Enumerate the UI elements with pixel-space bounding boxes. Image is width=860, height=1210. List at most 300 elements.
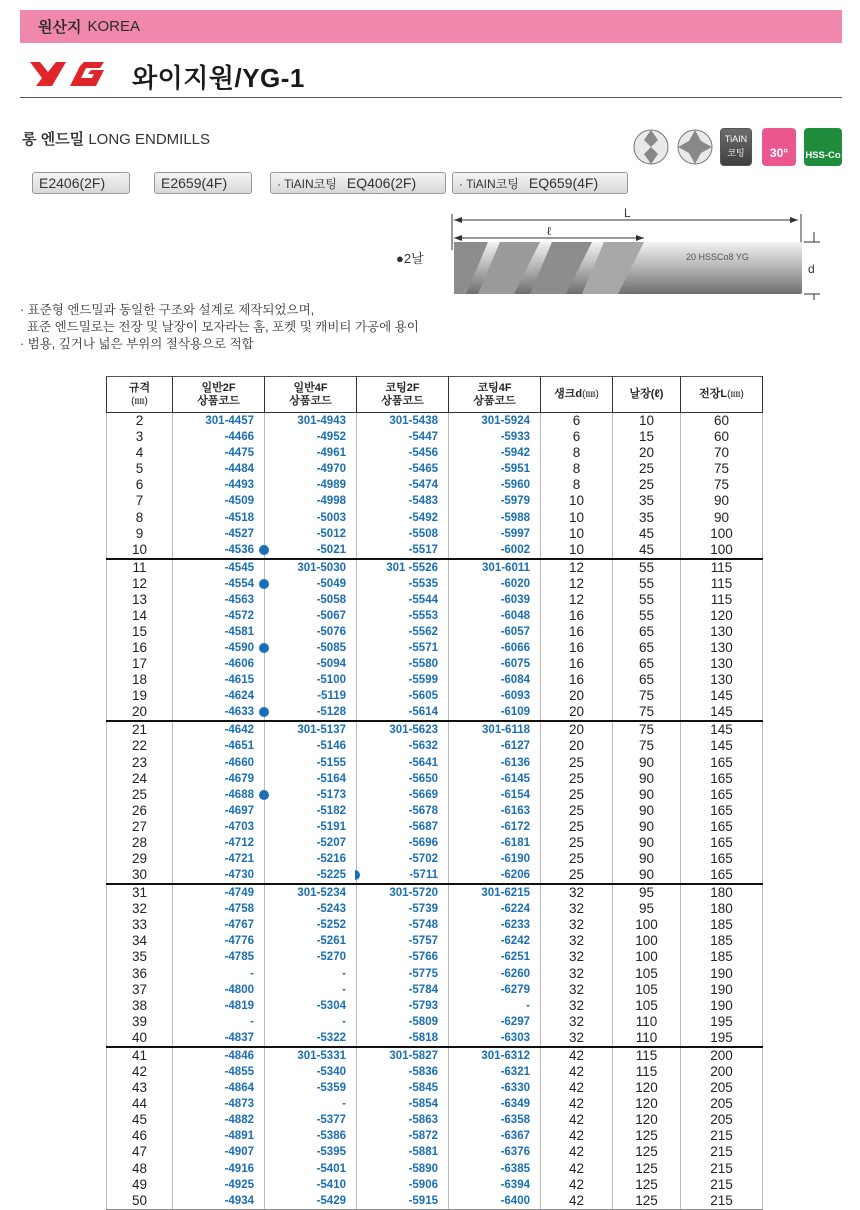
product-title-ko: 롱 엔드밀 (22, 131, 85, 148)
cell-g4f: -5128 (265, 704, 357, 721)
cell-size: 18 (107, 672, 173, 688)
cell-shank: 20 (541, 721, 613, 738)
cell-overall: 165 (681, 835, 763, 851)
cell-g2f: -4581 (173, 624, 265, 640)
cell-g2f: -4730 (173, 867, 265, 884)
cell-g2f: -4688 (173, 787, 265, 803)
cell-c4f: -6358 (449, 1112, 541, 1128)
cell-c2f: -5748 (357, 917, 449, 933)
cell-size: 6 (107, 477, 173, 493)
cell-flute: 65 (613, 672, 681, 688)
cell-overall: 145 (681, 704, 763, 721)
cell-overall: 75 (681, 477, 763, 493)
cell-overall: 190 (681, 966, 763, 982)
tiain-label: TiAIN (724, 134, 748, 144)
table-row (107, 917, 763, 933)
cell-c4f: -6233 (449, 917, 541, 933)
cell-flute: 65 (613, 656, 681, 672)
cell-c2f: -5492 (357, 509, 449, 525)
cell-c2f: 301 -5526 (357, 559, 449, 576)
cell-c2f: -5474 (357, 477, 449, 493)
table-row (107, 559, 763, 576)
cell-c2f: -5845 (357, 1080, 449, 1096)
cell-c2f: -5757 (357, 933, 449, 949)
cell-overall: 205 (681, 1080, 763, 1096)
cell-overall: 165 (681, 771, 763, 787)
cell-c4f: -6242 (449, 933, 541, 949)
cell-c2f: -5809 (357, 1014, 449, 1030)
cell-c2f: 301-5720 (357, 884, 449, 901)
cell-shank: 32 (541, 966, 613, 982)
cell-flute: 95 (613, 901, 681, 917)
cell-flute: 65 (613, 640, 681, 656)
cell-g2f: -4606 (173, 656, 265, 672)
cell-g2f: -4466 (173, 429, 265, 445)
cell-size: 2 (107, 413, 173, 430)
cell-overall: 90 (681, 493, 763, 509)
cell-flute: 90 (613, 851, 681, 867)
cell-g2f: -4518 (173, 509, 265, 525)
cell-c2f: -5669 (357, 787, 449, 803)
cell-overall: 215 (681, 1144, 763, 1160)
cell-g2f: 301-4457 (173, 413, 265, 430)
cell-g4f: -5270 (265, 949, 357, 965)
cell-flute: 115 (613, 1064, 681, 1080)
table-row (107, 738, 763, 754)
cell-size: 12 (107, 576, 173, 592)
cell-overall: 120 (681, 608, 763, 624)
table-row (107, 1144, 763, 1160)
cell-size: 44 (107, 1096, 173, 1112)
cell-g4f: -4961 (265, 445, 357, 461)
cell-g2f: -4475 (173, 445, 265, 461)
cell-overall: 215 (681, 1160, 763, 1176)
cell-shank: 42 (541, 1128, 613, 1144)
cell-c2f: -5793 (357, 998, 449, 1014)
cell-shank: 32 (541, 1014, 613, 1030)
cell-overall: 165 (681, 819, 763, 835)
cell-g4f: -5429 (265, 1193, 357, 1210)
cell-shank: 42 (541, 1080, 613, 1096)
cell-g2f: -4615 (173, 672, 265, 688)
cell-shank: 32 (541, 884, 613, 901)
cell-g2f: -4749 (173, 884, 265, 901)
cell-c2f: -5465 (357, 461, 449, 477)
cell-c2f: -5687 (357, 819, 449, 835)
cell-overall: 200 (681, 1047, 763, 1064)
cell-flute: 125 (613, 1160, 681, 1176)
cell-c2f: -5599 (357, 672, 449, 688)
cell-g2f: -4651 (173, 738, 265, 754)
cell-g2f: -4758 (173, 901, 265, 917)
cell-g4f: -5049 (265, 576, 357, 592)
cell-shank: 20 (541, 738, 613, 754)
cell-c4f: -6136 (449, 755, 541, 771)
cell-flute: 55 (613, 559, 681, 576)
cell-shank: 10 (541, 509, 613, 525)
cell-g2f: -4767 (173, 917, 265, 933)
cell-overall: 115 (681, 576, 763, 592)
table-row (107, 477, 763, 493)
cell-flute: 25 (613, 461, 681, 477)
cell-c4f: -6376 (449, 1144, 541, 1160)
cell-shank: 10 (541, 493, 613, 509)
cell-shank: 16 (541, 624, 613, 640)
cell-shank: 16 (541, 608, 613, 624)
cell-overall: 215 (681, 1177, 763, 1193)
cell-overall: 165 (681, 851, 763, 867)
cell-c2f: -5614 (357, 704, 449, 721)
cell-size: 47 (107, 1144, 173, 1160)
cell-shank: 32 (541, 949, 613, 965)
cell-c2f: -5508 (357, 526, 449, 542)
cell-c2f: -5447 (357, 429, 449, 445)
cell-c4f: 301-6011 (449, 559, 541, 576)
cell-shank: 25 (541, 771, 613, 787)
table-row (107, 1080, 763, 1096)
cell-c4f: -6181 (449, 835, 541, 851)
cell-overall: 195 (681, 1014, 763, 1030)
feature-icons (632, 124, 844, 172)
code-tag-prefix: · TiAIN코팅 (277, 176, 337, 191)
spec-table (106, 376, 763, 1210)
cell-c2f: -5872 (357, 1128, 449, 1144)
2-flute-icon (632, 126, 670, 168)
table-row (107, 413, 763, 430)
table-row (107, 576, 763, 592)
cell-size: 11 (107, 559, 173, 576)
cell-g2f: -4660 (173, 755, 265, 771)
cell-shank: 25 (541, 835, 613, 851)
code-tag-code: EQ659(4F) (528, 175, 599, 191)
cell-shank: 42 (541, 1144, 613, 1160)
cell-size: 34 (107, 933, 173, 949)
cell-size: 3 (107, 429, 173, 445)
cell-shank: 42 (541, 1112, 613, 1128)
table-row (107, 803, 763, 819)
cell-g2f: -4819 (173, 998, 265, 1014)
cell-overall: 190 (681, 982, 763, 998)
cell-size: 20 (107, 704, 173, 721)
table-row (107, 526, 763, 542)
cell-overall: 130 (681, 656, 763, 672)
table-row (107, 851, 763, 867)
code-tag-prefix: · TiAIN코팅 (459, 176, 519, 191)
table-row (107, 901, 763, 917)
cell-g4f: -5225 (265, 867, 357, 884)
table-header-row (107, 377, 763, 413)
cell-g2f: -4703 (173, 819, 265, 835)
cell-flute: 25 (613, 477, 681, 493)
cell-g4f: -5182 (265, 803, 357, 819)
cell-c4f: -6048 (449, 608, 541, 624)
cell-c2f: 301-5438 (357, 413, 449, 430)
table-row (107, 721, 763, 738)
header-general-4f: 일반4F 상품코드 (265, 377, 357, 413)
cell-g4f: -5261 (265, 933, 357, 949)
endmill-diagram (396, 208, 836, 308)
cell-flute: 115 (613, 1047, 681, 1064)
cell-shank: 32 (541, 933, 613, 949)
cell-c4f: -5933 (449, 429, 541, 445)
cell-g2f: -4891 (173, 1128, 265, 1144)
cell-g2f: - (173, 966, 265, 982)
cell-size: 38 (107, 998, 173, 1014)
cell-flute: 100 (613, 917, 681, 933)
table-row (107, 1014, 763, 1030)
cell-size: 30 (107, 867, 173, 884)
table-row (107, 672, 763, 688)
cell-c4f: -6330 (449, 1080, 541, 1096)
cell-g2f: -4679 (173, 771, 265, 787)
cell-shank: 6 (541, 429, 613, 445)
cell-c4f: -6145 (449, 771, 541, 787)
dim-l-label: ℓ (546, 224, 552, 238)
cell-overall: 130 (681, 672, 763, 688)
cell-shank: 12 (541, 576, 613, 592)
cell-c4f: -6279 (449, 982, 541, 998)
cell-size: 42 (107, 1064, 173, 1080)
cell-g4f: -5155 (265, 755, 357, 771)
cell-overall: 165 (681, 867, 763, 884)
cell-shank: 20 (541, 704, 613, 721)
cell-g4f: -5164 (265, 771, 357, 787)
table-row (107, 640, 763, 656)
cell-size: 48 (107, 1160, 173, 1176)
cell-flute: 75 (613, 688, 681, 704)
cell-overall: 100 (681, 542, 763, 559)
cell-overall: 180 (681, 884, 763, 901)
cell-flute: 120 (613, 1096, 681, 1112)
cell-g4f: -5207 (265, 835, 357, 851)
cell-flute: 55 (613, 608, 681, 624)
cell-g4f: - (265, 1096, 357, 1112)
cell-g2f: -4493 (173, 477, 265, 493)
cell-g2f: -4800 (173, 982, 265, 998)
cell-flute: 90 (613, 835, 681, 851)
cell-g2f: -4545 (173, 559, 265, 576)
cell-c2f: -5650 (357, 771, 449, 787)
table-row (107, 819, 763, 835)
cell-flute: 100 (613, 949, 681, 965)
cell-g4f: -5377 (265, 1112, 357, 1128)
cell-shank: 12 (541, 592, 613, 608)
cell-g4f: -5243 (265, 901, 357, 917)
cell-flute: 110 (613, 1014, 681, 1030)
cell-overall: 190 (681, 998, 763, 1014)
cell-g4f: 301-5030 (265, 559, 357, 576)
cell-c4f: -6303 (449, 1030, 541, 1047)
origin-bar (20, 10, 842, 43)
cell-size: 19 (107, 688, 173, 704)
cell-size: 4 (107, 445, 173, 461)
cell-overall: 215 (681, 1193, 763, 1210)
cell-c4f: -6075 (449, 656, 541, 672)
cell-overall: 145 (681, 738, 763, 754)
flute-count-label: ●2날 (396, 251, 424, 266)
cell-c4f: -6066 (449, 640, 541, 656)
table-row (107, 867, 763, 884)
table-row (107, 592, 763, 608)
cell-shank: 32 (541, 917, 613, 933)
cell-g4f: -5146 (265, 738, 357, 754)
cell-g4f: -5094 (265, 656, 357, 672)
cell-g2f: -4776 (173, 933, 265, 949)
code-tag-eq659 (452, 172, 628, 194)
cell-shank: 25 (541, 803, 613, 819)
cell-g2f: -4846 (173, 1047, 265, 1064)
table-row (107, 787, 763, 803)
cell-overall: 145 (681, 721, 763, 738)
cell-size: 35 (107, 949, 173, 965)
cell-overall: 75 (681, 461, 763, 477)
cell-g2f: -4572 (173, 608, 265, 624)
helix-angle-label: 30° (769, 146, 789, 160)
cell-g4f: -5100 (265, 672, 357, 688)
cell-overall: 145 (681, 688, 763, 704)
cell-flute: 95 (613, 884, 681, 901)
cell-g4f: -4952 (265, 429, 357, 445)
cell-g2f: -4721 (173, 851, 265, 867)
cell-shank: 16 (541, 640, 613, 656)
cell-overall: 205 (681, 1112, 763, 1128)
hss-co-badge (804, 128, 842, 166)
cell-c2f: -5517 (357, 542, 449, 559)
cell-shank: 8 (541, 461, 613, 477)
cell-c4f: -5997 (449, 526, 541, 542)
cell-flute: 120 (613, 1112, 681, 1128)
cell-size: 26 (107, 803, 173, 819)
cell-g2f: -4837 (173, 1030, 265, 1047)
origin-value: KOREA (87, 18, 140, 35)
cell-c4f: -6084 (449, 672, 541, 688)
cell-g4f: -5119 (265, 688, 357, 704)
cell-flute: 125 (613, 1128, 681, 1144)
cell-flute: 20 (613, 445, 681, 461)
header-flute-length: 날장(ℓ) (613, 377, 681, 413)
cell-c4f: -6385 (449, 1160, 541, 1176)
table-row (107, 1064, 763, 1080)
cell-flute: 75 (613, 738, 681, 754)
description-line: · 범용, 깊거나 넓은 부위의 절삭용으로 적합 (20, 337, 254, 351)
cell-c4f: -6367 (449, 1128, 541, 1144)
cell-flute: 90 (613, 867, 681, 884)
cell-shank: 42 (541, 1064, 613, 1080)
cell-c4f: -6260 (449, 966, 541, 982)
cell-g2f: -4925 (173, 1177, 265, 1193)
table-row (107, 429, 763, 445)
cell-size: 36 (107, 966, 173, 982)
cell-flute: 75 (613, 704, 681, 721)
header-general-2f: 일반2F 상품코드 (173, 377, 265, 413)
header-shank: 생크d(㎜) (541, 377, 613, 413)
cell-flute: 35 (613, 493, 681, 509)
cell-g2f: -4633 (173, 704, 265, 721)
product-title-en: LONG ENDMILLS (88, 131, 211, 148)
table-row (107, 688, 763, 704)
cell-c4f: -6127 (449, 738, 541, 754)
cell-g2f: - (173, 1014, 265, 1030)
cell-c2f: -5915 (357, 1193, 449, 1210)
cell-flute: 15 (613, 429, 681, 445)
cell-shank: 25 (541, 755, 613, 771)
cell-flute: 100 (613, 933, 681, 949)
cell-size: 28 (107, 835, 173, 851)
table-row (107, 835, 763, 851)
cell-size: 16 (107, 640, 173, 656)
cell-c2f: -5711 (357, 867, 449, 884)
shank-marking: 20 HSSCo8 YG (686, 252, 749, 262)
description-line: · 표준형 엔드밀과 동일한 구조와 설계로 제작되었으며, (20, 303, 315, 317)
cell-g4f: -5076 (265, 624, 357, 640)
cell-c2f: -5863 (357, 1112, 449, 1128)
cell-c4f: 301-6215 (449, 884, 541, 901)
cell-g4f: -5322 (265, 1030, 357, 1047)
cell-flute: 90 (613, 755, 681, 771)
cell-shank: 25 (541, 851, 613, 867)
cell-c2f: -5562 (357, 624, 449, 640)
table-row (107, 1193, 763, 1210)
cell-g4f: -5386 (265, 1128, 357, 1144)
cell-overall: 185 (681, 949, 763, 965)
cell-c4f: -6224 (449, 901, 541, 917)
cell-c2f: -5696 (357, 835, 449, 851)
cell-overall: 185 (681, 933, 763, 949)
cell-overall: 90 (681, 509, 763, 525)
cell-size: 49 (107, 1177, 173, 1193)
table-row (107, 1030, 763, 1047)
cell-shank: 10 (541, 526, 613, 542)
cell-g4f: 301-4943 (265, 413, 357, 430)
cell-overall: 165 (681, 755, 763, 771)
cell-shank: 32 (541, 982, 613, 998)
cell-size: 50 (107, 1193, 173, 1210)
table-row (107, 771, 763, 787)
cell-size: 21 (107, 721, 173, 738)
cell-g2f: -4882 (173, 1112, 265, 1128)
cell-g4f: -5252 (265, 917, 357, 933)
table-row (107, 933, 763, 949)
cell-size: 31 (107, 884, 173, 901)
cell-flute: 90 (613, 803, 681, 819)
brand-header (20, 52, 842, 98)
brand-name: 와이지원/YG-1 (132, 63, 305, 93)
cell-c4f: -6190 (449, 851, 541, 867)
cell-g4f: -5085 (265, 640, 357, 656)
cell-g2f: -4624 (173, 688, 265, 704)
cell-overall: 60 (681, 429, 763, 445)
cell-c4f: -6206 (449, 867, 541, 884)
table-row (107, 608, 763, 624)
cell-g4f: -4998 (265, 493, 357, 509)
material-label: HSS-Co (805, 150, 841, 161)
cell-c2f: -5641 (357, 755, 449, 771)
cell-c2f: -5605 (357, 688, 449, 704)
table-row (107, 1177, 763, 1193)
cell-overall: 115 (681, 559, 763, 576)
cell-c4f: -6109 (449, 704, 541, 721)
cell-shank: 6 (541, 413, 613, 430)
cell-size: 10 (107, 542, 173, 559)
cell-size: 45 (107, 1112, 173, 1128)
cell-g2f: -4864 (173, 1080, 265, 1096)
cell-size: 27 (107, 819, 173, 835)
cell-overall: 185 (681, 917, 763, 933)
cell-size: 40 (107, 1030, 173, 1047)
cell-shank: 16 (541, 656, 613, 672)
cell-c4f: -6020 (449, 576, 541, 592)
cell-c4f: -6154 (449, 787, 541, 803)
